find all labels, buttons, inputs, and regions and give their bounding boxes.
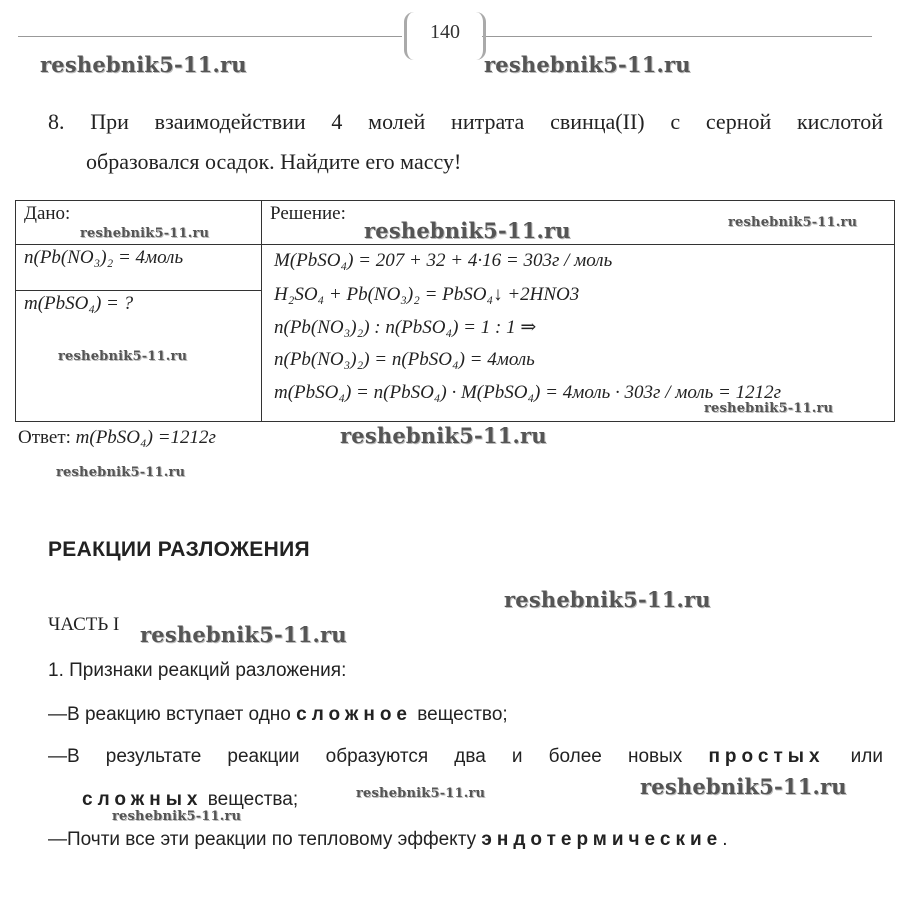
watermark: reshebnik5-11.ru bbox=[112, 809, 242, 824]
watermark: reshebnik5-11.ru bbox=[728, 215, 858, 230]
part-label: ЧАСТЬ I bbox=[48, 614, 120, 635]
answer-label: Ответ: bbox=[18, 427, 71, 448]
bullet-1 bbox=[48, 704, 508, 726]
watermark: reshebnik5-11.ru bbox=[58, 349, 188, 364]
answer-value: m(PbSO₄) =1212г bbox=[75, 427, 216, 448]
task-text-1: При взаимодействии 4 молей нитрата свинца(II) с серной кислотой bbox=[90, 109, 884, 134]
bullet-2-emphasis: простых bbox=[708, 746, 825, 767]
solution-line-2: H₂SO₄ + Pb(NO₃)₂ = PbSO₄↓ +2HNO3 bbox=[274, 284, 580, 305]
watermark: reshebnik5-11.ru bbox=[140, 622, 347, 647]
bullet-2-text: —В результате реакции образуются два и более новых bbox=[48, 746, 683, 767]
task-line-2: образовался осадок. Найдите его массу! bbox=[86, 149, 462, 174]
watermark: reshebnik5-11.ru bbox=[504, 587, 711, 612]
given-header: Дано: bbox=[24, 203, 71, 224]
given-1-cell bbox=[16, 245, 262, 291]
solution-line-3: n(Pb(NO₃)₂) : n(PbSO₄) = 1 : 1 ⇒ bbox=[274, 317, 537, 338]
section-heading: РЕАКЦИИ РАЗЛОЖЕНИЯ bbox=[48, 538, 310, 561]
header-rule-left bbox=[18, 36, 402, 37]
watermark: reshebnik5-11.ru bbox=[340, 423, 547, 448]
given-unknown: m(PbSO₄) = ? bbox=[24, 293, 134, 314]
watermark: reshebnik5-11.ru bbox=[56, 465, 186, 480]
task-number: 8. bbox=[48, 109, 65, 134]
bullet-3-emphasis: эндотермические bbox=[481, 829, 723, 850]
given-header-cell bbox=[16, 201, 262, 245]
solution-header-cell bbox=[262, 201, 895, 245]
page-number: 140 bbox=[404, 12, 486, 60]
bullet-2 bbox=[48, 746, 883, 768]
bullet-1-text: —В реакцию вступает одно bbox=[48, 704, 291, 725]
watermark: reshebnik5-11.ru bbox=[40, 52, 247, 77]
watermark: reshebnik5-11.ru bbox=[356, 786, 486, 801]
answer-line bbox=[18, 427, 216, 449]
task-line-1 bbox=[48, 102, 883, 142]
watermark: reshebnik5-11.ru bbox=[80, 226, 210, 241]
bullet-2-tail-2: вещества; bbox=[207, 789, 299, 810]
solution-line-4: n(Pb(NO₃)₂) = n(PbSO₄) = 4моль bbox=[274, 349, 535, 370]
bullet-2-emphasis-2: сложных bbox=[82, 789, 203, 810]
bullet-3-tail: . bbox=[722, 829, 728, 850]
bullet-1-emphasis: сложное bbox=[296, 704, 413, 725]
bullet-3-text: —Почти все эти реакции по тепловому эффекту bbox=[48, 829, 477, 850]
solution-header: Решение: bbox=[270, 203, 346, 224]
given-quantity-1: n(Pb(NO₃)₂ = 4моль bbox=[24, 247, 184, 268]
watermark: reshebnik5-11.ru bbox=[484, 52, 691, 77]
bullet-2-continued bbox=[82, 789, 298, 811]
bullet-2-tail: или bbox=[850, 746, 883, 767]
header-rule-right bbox=[482, 36, 872, 37]
item-1-title: 1. Признаки реакций разложения: bbox=[48, 660, 347, 681]
solution-line-1: M(PbSO₄) = 207 + 32 + 4·16 = 303г / моль bbox=[274, 250, 613, 271]
watermark: reshebnik5-11.ru bbox=[364, 218, 571, 243]
bullet-3 bbox=[48, 829, 727, 851]
watermark: reshebnik5-11.ru bbox=[640, 774, 847, 799]
watermark: reshebnik5-11.ru bbox=[704, 401, 834, 416]
given-2-cell bbox=[16, 291, 262, 422]
solution-line-5: m(PbSO₄) = n(PbSO₄) · M(PbSO₄) = 4моль · 303г / моль = 1212г bbox=[274, 382, 782, 403]
bullet-1-tail: вещество; bbox=[417, 704, 508, 725]
